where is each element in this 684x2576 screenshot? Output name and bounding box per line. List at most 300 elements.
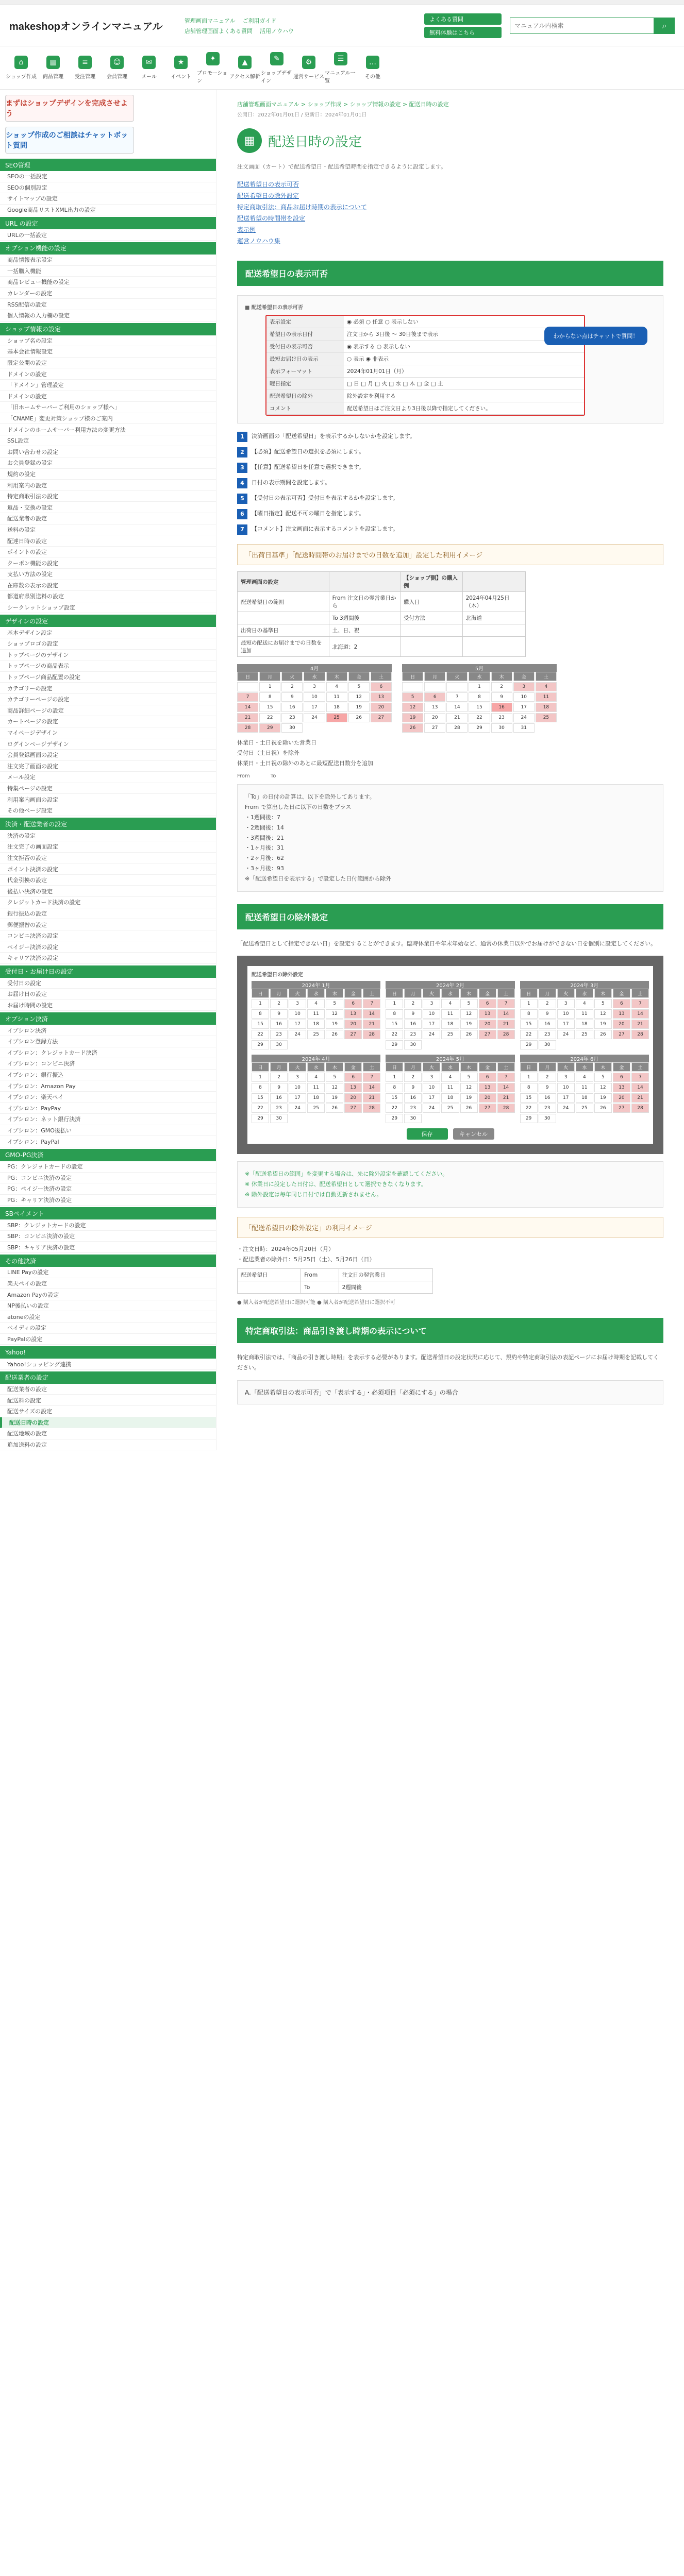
calendar-day[interactable]: 4 [441,1073,459,1082]
calendar-day[interactable]: 19 [460,1020,478,1029]
calendar-day[interactable]: 25 [307,1030,325,1039]
calendar-day[interactable]: 5 [594,999,612,1008]
toc-link[interactable]: 配送希望日の除外設定 [237,192,299,199]
sidebar-item[interactable]: クーポン機能の設定 [0,557,216,569]
calendar-day[interactable]: 11 [307,1009,325,1019]
sidebar-item[interactable]: 商品詳細ページの設定 [0,705,216,717]
sidebar-item[interactable]: PG：コンビニ決済の設定 [0,1173,216,1184]
header-link[interactable]: ご利用ガイド [242,17,277,24]
sidebar-group-title[interactable]: オプション機能の設定 [0,242,216,255]
cancel-button[interactable]: キャンセル [453,1128,494,1140]
sidebar-item[interactable]: ペイディの設定 [0,1323,216,1334]
sidebar-item[interactable]: SBP：クレジットカードの設定 [0,1219,216,1231]
calendar-day[interactable]: 18 [576,1093,593,1103]
calendar-day[interactable]: 15 [520,1093,538,1103]
calendar-day[interactable]: 29 [386,1114,403,1123]
sidebar-group-title[interactable]: URL の設定 [0,217,216,229]
calendar-day[interactable]: 9 [539,1009,556,1019]
calendar-day[interactable]: 19 [594,1093,612,1103]
calendar-day[interactable]: 27 [479,1030,496,1039]
calendar-day[interactable]: 4 [307,999,325,1008]
nav-item[interactable] [5,46,37,89]
sidebar-item[interactable]: イプシロン：クレジットカード決済 [0,1047,216,1059]
calendar-day[interactable]: 4 [576,1073,593,1082]
calendar-day[interactable]: 17 [289,1093,306,1103]
sidebar-item[interactable]: 特集ページの設定 [0,783,216,794]
calendar-day[interactable]: 14 [631,1009,649,1019]
calendar-day[interactable]: 28 [631,1104,649,1113]
sidebar-item[interactable]: イプシロン：PayPal [0,1136,216,1147]
calendar-day[interactable]: 6 [479,999,496,1008]
calendar-day[interactable]: 1 [252,999,269,1008]
calendar-day[interactable]: 5 [594,1073,612,1082]
sidebar-item[interactable]: 基本会社情報設定 [0,346,216,358]
calendar-day[interactable]: 27 [344,1104,362,1113]
calendar-day[interactable]: 15 [252,1093,269,1103]
sidebar-item[interactable]: SBP：コンビニ決済の設定 [0,1231,216,1242]
calendar-day[interactable]: 21 [363,1093,380,1103]
calendar-day[interactable]: 24 [289,1030,306,1039]
calendar-day[interactable]: 8 [252,1083,269,1092]
sidebar-item[interactable]: お会員登録の設定 [0,457,216,469]
calendar-day[interactable]: 16 [270,1020,288,1029]
header-link[interactable]: 活用ノウハウ [260,27,294,35]
calendar-day[interactable]: 10 [289,1083,306,1092]
calendar-day[interactable]: 19 [594,1020,612,1029]
sidebar-item[interactable]: カレンダーの設定 [0,288,216,299]
sidebar-item[interactable]: SSL設定 [0,435,216,447]
sidebar-item[interactable]: 返品・交換の設定 [0,502,216,513]
calendar-day[interactable]: 23 [404,1030,422,1039]
sidebar-item[interactable]: カテゴリーページの設定 [0,694,216,705]
calendar-day[interactable]: 23 [539,1104,556,1113]
calendar-day[interactable]: 22 [252,1104,269,1113]
calendar-day[interactable]: 19 [460,1093,478,1103]
calendar-day[interactable]: 14 [631,1083,649,1092]
calendar-day[interactable]: 26 [326,1104,343,1113]
calendar-day[interactable]: 30 [270,1114,288,1123]
sidebar-item[interactable]: メール設定 [0,772,216,783]
calendar-day[interactable]: 15 [252,1020,269,1029]
sidebar-item[interactable]: 後払い決済の設定 [0,886,216,897]
calendar-day[interactable]: 15 [386,1093,403,1103]
sidebar-item[interactable]: ドメインの設定 [0,391,216,402]
form-value[interactable]: ◉ 表示する ○ 表示しない [344,341,584,352]
sidebar-item[interactable]: ペイジー決済の設定 [0,941,216,953]
calendar-day[interactable]: 10 [423,1009,440,1019]
sidebar-item[interactable]: SBP：キャリア決済の設定 [0,1242,216,1253]
sidebar-item[interactable]: 受付日の設定 [0,978,216,989]
breadcrumb[interactable]: 店舗管理画面マニュアル > ショップ作成 > ショップ情報の設定 > 配送日時の設定 [237,101,449,108]
sidebar-group-title[interactable]: その他決済 [0,1255,216,1267]
sidebar-item[interactable]: イプシロン：銀行振込 [0,1070,216,1081]
calendar-day[interactable]: 7 [363,999,380,1008]
calendar-day[interactable]: 20 [344,1093,362,1103]
chatbot-banner[interactable]: ショップ作成のご相談はチャットボット質問 [5,127,134,154]
calendar-day[interactable]: 6 [613,1073,630,1082]
form-value[interactable]: 2024年01月01日（月） [344,365,584,377]
calendar-day[interactable]: 19 [326,1020,343,1029]
calendar-day[interactable]: 3 [423,1073,440,1082]
calendar-day[interactable]: 8 [386,1083,403,1092]
search-input[interactable] [510,18,654,34]
sidebar-item[interactable]: イプシロン：Amazon Pay [0,1080,216,1092]
sidebar-item[interactable]: ポイント決済の設定 [0,863,216,875]
sidebar-item[interactable]: 配送日時の設定 [0,1417,216,1429]
sidebar-item[interactable]: 商品情報表示設定 [0,255,216,266]
calendar-day[interactable]: 9 [539,1083,556,1092]
sidebar-group-title[interactable]: 配送業者の設定 [0,1371,216,1384]
calendar-day[interactable]: 27 [613,1030,630,1039]
form-value[interactable]: 注文日から 3日後 ～ 30日後まで表示 [344,328,584,340]
calendar-day[interactable]: 23 [404,1104,422,1113]
calendar-day[interactable]: 21 [363,1020,380,1029]
calendar-day[interactable]: 21 [497,1093,515,1103]
nav-item[interactable] [229,46,261,89]
calendar-day[interactable]: 28 [363,1030,380,1039]
calendar-day[interactable]: 21 [631,1020,649,1029]
sidebar-item[interactable]: 在庫数の表示の設定 [0,580,216,591]
calendar-day[interactable]: 28 [631,1030,649,1039]
sidebar-group-title[interactable]: デザインの設定 [0,615,216,627]
calendar-day[interactable]: 18 [307,1093,325,1103]
calendar-day[interactable]: 12 [460,1083,478,1092]
calendar-day[interactable]: 28 [497,1104,515,1113]
calendar-day[interactable]: 17 [557,1093,575,1103]
calendar-day[interactable]: 20 [613,1093,630,1103]
nav-item[interactable] [325,46,357,89]
calendar-day[interactable]: 13 [479,1083,496,1092]
sidebar-item[interactable]: 配送業者の設定 [0,513,216,524]
calendar-day[interactable]: 2 [404,1073,422,1082]
sidebar-item[interactable]: 代金引換の設定 [0,875,216,886]
sidebar-item[interactable]: ドメインの設定 [0,368,216,380]
calendar-day[interactable]: 2 [539,999,556,1008]
form-value[interactable]: □ 日 □ 月 □ 火 □ 水 □ 木 □ 金 □ 土 [344,378,584,389]
calendar-day[interactable]: 12 [594,1083,612,1092]
sidebar-item[interactable]: 「CNAME」変更対策ショップ様のご案内 [0,413,216,425]
calendar-day[interactable]: 3 [557,999,575,1008]
calendar-day[interactable]: 26 [460,1030,478,1039]
calendar-day[interactable]: 11 [576,1083,593,1092]
calendar-day[interactable]: 26 [594,1104,612,1113]
calendar-day[interactable]: 1 [252,1073,269,1082]
calendar-day[interactable]: 14 [497,1083,515,1092]
calendar-day[interactable]: 15 [520,1020,538,1029]
sidebar-item[interactable]: 「ドメイン」管理設定 [0,380,216,391]
sidebar-item[interactable]: ドメインのホームサーバー利用方法の変更方法 [0,424,216,435]
calendar-day[interactable]: 27 [613,1104,630,1113]
toc-link[interactable]: 配送希望日の表示可否 [237,181,299,188]
calendar-day[interactable]: 13 [344,1009,362,1019]
sidebar-item[interactable]: クレジットカード決済の設定 [0,897,216,908]
sidebar-group-title[interactable]: 受付日・お届け日の設定 [0,965,216,978]
calendar-day[interactable]: 1 [386,1073,403,1082]
calendar-day[interactable]: 17 [557,1020,575,1029]
sidebar-item[interactable]: 利用案内画面の設定 [0,794,216,805]
calendar-day[interactable]: 8 [386,1009,403,1019]
sidebar-group-title[interactable]: オプション決済 [0,1012,216,1025]
calendar-day[interactable]: 18 [307,1020,325,1029]
calendar-day[interactable]: 9 [404,1083,422,1092]
calendar-day[interactable]: 6 [344,1073,362,1082]
calendar-day[interactable]: 30 [270,1040,288,1049]
sidebar-item[interactable]: サイトマップの設定 [0,193,216,205]
calendar-day[interactable]: 10 [423,1083,440,1092]
calendar-day[interactable]: 4 [307,1073,325,1082]
calendar-day[interactable]: 25 [576,1104,593,1113]
sidebar-item[interactable]: イプシロン：PayPay [0,1103,216,1114]
sidebar-item[interactable]: 注文完了の画面設定 [0,841,216,853]
toc-link[interactable]: 配送希望の時間帯を設定 [237,215,306,222]
sidebar-item[interactable]: PG：クレジットカードの設定 [0,1161,216,1173]
calendar-day[interactable]: 11 [441,1009,459,1019]
calendar-day[interactable]: 29 [520,1040,538,1049]
header-link[interactable]: 管理画面マニュアル [185,17,236,24]
calendar-day[interactable]: 25 [307,1104,325,1113]
sidebar-item[interactable]: 追加送料の設定 [0,1439,216,1451]
calendar-day[interactable]: 7 [631,999,649,1008]
calendar-day[interactable]: 5 [460,1073,478,1082]
sidebar-item[interactable]: 商品レビュー機能の設定 [0,277,216,288]
sidebar-item[interactable]: 配送業者の設定 [0,1384,216,1395]
calendar-day[interactable]: 9 [270,1009,288,1019]
calendar-day[interactable]: 30 [404,1114,422,1123]
sidebar-item[interactable]: イプシロン：コンビニ決済 [0,1058,216,1070]
calendar-day[interactable]: 14 [497,1009,515,1019]
sidebar-item[interactable]: イプシロン決済 [0,1025,216,1036]
calendar-day[interactable]: 18 [441,1020,459,1029]
calendar-day[interactable]: 24 [557,1030,575,1039]
calendar-day[interactable]: 30 [539,1040,556,1049]
save-button[interactable]: 保存 [407,1128,448,1140]
calendar-day[interactable]: 19 [326,1093,343,1103]
calendar-day[interactable]: 12 [460,1009,478,1019]
sidebar-item[interactable]: Yahoo!ショッピング連携 [0,1359,216,1370]
sidebar-group-title[interactable]: ショップ情報の設定 [0,323,216,335]
calendar-day[interactable]: 16 [539,1020,556,1029]
sidebar-item[interactable]: シークレットショップ設定 [0,602,216,614]
sidebar-item[interactable]: コンビニ決済の設定 [0,930,216,942]
faq-button[interactable]: よくある質問 [424,13,502,25]
calendar-day[interactable]: 18 [576,1020,593,1029]
calendar-day[interactable]: 24 [423,1030,440,1039]
calendar-day[interactable]: 26 [460,1104,478,1113]
sidebar-item[interactable]: イプシロン：楽天ペイ [0,1092,216,1103]
sidebar-group-title[interactable]: SEO管理 [0,159,216,171]
sidebar-item[interactable]: トップページ商品配置の設定 [0,672,216,683]
form-value[interactable]: ○ 表示 ◉ 非表示 [344,353,584,365]
calendar-day[interactable]: 12 [326,1009,343,1019]
calendar-day[interactable]: 22 [252,1030,269,1039]
sidebar-item[interactable]: 銀行振込の設定 [0,908,216,920]
calendar-day[interactable]: 5 [460,999,478,1008]
sidebar-item[interactable]: ポイントの設定 [0,547,216,558]
calendar-day[interactable]: 28 [497,1030,515,1039]
sidebar-item[interactable]: 規約の設定 [0,469,216,480]
sidebar-item[interactable]: Amazon Payの設定 [0,1289,216,1300]
header-link[interactable]: 店舗管理画面よくある質問 [185,27,253,35]
calendar-day[interactable]: 7 [631,1073,649,1082]
calendar-day[interactable]: 23 [270,1030,288,1039]
calendar-day[interactable]: 2 [539,1073,556,1082]
sidebar-item[interactable]: 個人情報の入力欄の設定 [0,310,216,321]
calendar-day[interactable]: 20 [479,1020,496,1029]
sidebar-item[interactable]: お届け時間の設定 [0,1000,216,1011]
calendar-day[interactable]: 9 [404,1009,422,1019]
sidebar-item[interactable]: 送料の設定 [0,524,216,536]
sidebar-item[interactable]: ログインページデザイン [0,738,216,750]
sidebar-item[interactable]: カートページの設定 [0,716,216,727]
calendar-day[interactable]: 11 [441,1083,459,1092]
calendar-day[interactable]: 5 [326,999,343,1008]
calendar-day[interactable]: 29 [252,1040,269,1049]
sidebar-item[interactable]: お届け日の設定 [0,989,216,1000]
sidebar-item[interactable]: お問い合わせの設定 [0,446,216,457]
calendar-day[interactable]: 1 [520,1073,538,1082]
nav-item[interactable] [293,46,325,89]
calendar-day[interactable]: 29 [386,1040,403,1049]
calendar-day[interactable]: 17 [289,1020,306,1029]
nav-item[interactable] [101,46,133,89]
calendar-day[interactable]: 25 [576,1030,593,1039]
calendar-day[interactable]: 6 [613,999,630,1008]
calendar-day[interactable]: 29 [252,1114,269,1123]
sidebar-item[interactable]: Google商品リストXML出力の設定 [0,205,216,216]
nav-item[interactable] [37,46,69,89]
calendar-day[interactable]: 27 [344,1030,362,1039]
sidebar-item[interactable]: 特定商取引法の設定 [0,491,216,502]
calendar-day[interactable]: 13 [344,1083,362,1092]
sidebar-item[interactable]: 注文完了画面の設定 [0,761,216,772]
calendar-day[interactable]: 22 [386,1104,403,1113]
calendar-day[interactable]: 30 [539,1114,556,1123]
sidebar-group-title[interactable]: 決済・配送業者の設定 [0,818,216,830]
calendar-day[interactable]: 7 [363,1073,380,1082]
form-value[interactable]: 配送希望日はご注文日より3日後以降で指定してください。 [344,402,584,414]
calendar-day[interactable]: 6 [344,999,362,1008]
calendar-day[interactable]: 23 [270,1104,288,1113]
calendar-day[interactable]: 28 [363,1104,380,1113]
sidebar-item[interactable]: NP後払いの設定 [0,1300,216,1312]
calendar-day[interactable]: 3 [423,999,440,1008]
sidebar-item[interactable]: 楽天ペイの設定 [0,1278,216,1290]
trial-button[interactable]: 無料体験はこちら [424,27,502,38]
calendar-day[interactable]: 4 [441,999,459,1008]
calendar-day[interactable]: 22 [520,1030,538,1039]
nav-item[interactable] [165,46,197,89]
calendar-day[interactable]: 14 [363,1009,380,1019]
sidebar-group-title[interactable]: Yahoo! [0,1346,216,1359]
calendar-day[interactable]: 26 [326,1030,343,1039]
design-banner[interactable]: まずはショップデザインを完成させよう [5,95,134,122]
calendar-day[interactable]: 7 [497,999,515,1008]
sidebar-item[interactable]: 都道府県別送料の設定 [0,591,216,602]
calendar-day[interactable]: 27 [479,1104,496,1113]
calendar-day[interactable]: 24 [289,1104,306,1113]
form-value[interactable]: 除外設定を利用する [344,390,584,402]
nav-item[interactable] [133,46,165,89]
calendar-day[interactable]: 9 [270,1083,288,1092]
sidebar-item[interactable]: 注文拒否の設定 [0,853,216,864]
sidebar-item[interactable]: トップページのデザイン [0,650,216,661]
calendar-day[interactable]: 6 [479,1073,496,1082]
sidebar-item[interactable]: LINE Payの設定 [0,1267,216,1278]
calendar-day[interactable]: 16 [270,1093,288,1103]
calendar-day[interactable]: 21 [497,1020,515,1029]
calendar-day[interactable]: 25 [441,1104,459,1113]
sidebar-item[interactable]: 利用案内の設定 [0,480,216,491]
calendar-day[interactable]: 16 [539,1093,556,1103]
calendar-day[interactable]: 13 [613,1083,630,1092]
calendar-day[interactable]: 24 [557,1104,575,1113]
calendar-day[interactable]: 17 [423,1093,440,1103]
sidebar-item[interactable]: キャリア決済の設定 [0,953,216,964]
sidebar-item[interactable]: イプシロン登録方法 [0,1036,216,1047]
calendar-day[interactable]: 21 [631,1093,649,1103]
calendar-day[interactable]: 3 [557,1073,575,1082]
calendar-day[interactable]: 12 [594,1009,612,1019]
sidebar-item[interactable]: atoneの設定 [0,1311,216,1323]
calendar-day[interactable]: 16 [404,1020,422,1029]
calendar-day[interactable]: 3 [289,1073,306,1082]
nav-item[interactable] [261,46,293,89]
calendar-day[interactable]: 10 [557,1083,575,1092]
calendar-day[interactable]: 11 [576,1009,593,1019]
toc-link[interactable]: 運営ノウハウ集 [237,238,281,245]
sidebar-item[interactable]: PG：キャリア決済の設定 [0,1195,216,1206]
sidebar-item[interactable]: イプシロン：ネット銀行決済 [0,1114,216,1125]
calendar-day[interactable]: 10 [289,1009,306,1019]
calendar-day[interactable]: 30 [404,1040,422,1049]
calendar-day[interactable]: 5 [326,1073,343,1082]
calendar-day[interactable]: 29 [520,1114,538,1123]
calendar-day[interactable]: 23 [539,1030,556,1039]
calendar-day[interactable]: 15 [386,1020,403,1029]
sidebar-item[interactable]: SEOの一括設定 [0,171,216,182]
form-value[interactable]: ◉ 必須 ○ 任意 ○ 表示しない [344,316,584,328]
toc-link[interactable]: 表示例 [237,226,256,233]
sidebar-item[interactable]: その他ページ設定 [0,805,216,817]
calendar-day[interactable]: 20 [479,1093,496,1103]
sidebar-item[interactable]: ショップ名の設定 [0,335,216,347]
calendar-day[interactable]: 4 [576,999,593,1008]
sidebar-item[interactable]: 配送サイズの設定 [0,1406,216,1417]
sidebar-item[interactable]: PG：ペイジー決済の設定 [0,1183,216,1195]
calendar-day[interactable]: 14 [363,1083,380,1092]
calendar-day[interactable]: 8 [520,1009,538,1019]
calendar-day[interactable]: 20 [344,1020,362,1029]
sidebar-item[interactable]: 決済の設定 [0,830,216,841]
sidebar-item[interactable]: RSS配信の設定 [0,299,216,310]
sidebar-item[interactable]: イプシロン：GMO後払い [0,1125,216,1137]
calendar-day[interactable]: 8 [520,1083,538,1092]
calendar-day[interactable]: 25 [441,1030,459,1039]
sidebar-item[interactable]: URLの一括設定 [0,229,216,241]
nav-item[interactable] [197,46,229,89]
calendar-day[interactable]: 13 [613,1009,630,1019]
calendar-day[interactable]: 10 [557,1009,575,1019]
sidebar-group-title[interactable]: GMO-PG決済 [0,1149,216,1161]
calendar-day[interactable]: 2 [270,1073,288,1082]
calendar-day[interactable]: 16 [404,1093,422,1103]
search-icon[interactable]: ⌕ [654,18,675,34]
calendar-day[interactable]: 17 [423,1020,440,1029]
calendar-day[interactable]: 24 [423,1104,440,1113]
calendar-day[interactable]: 13 [479,1009,496,1019]
sidebar-item[interactable]: 郵便振替の設定 [0,919,216,930]
nav-item[interactable] [69,46,101,89]
